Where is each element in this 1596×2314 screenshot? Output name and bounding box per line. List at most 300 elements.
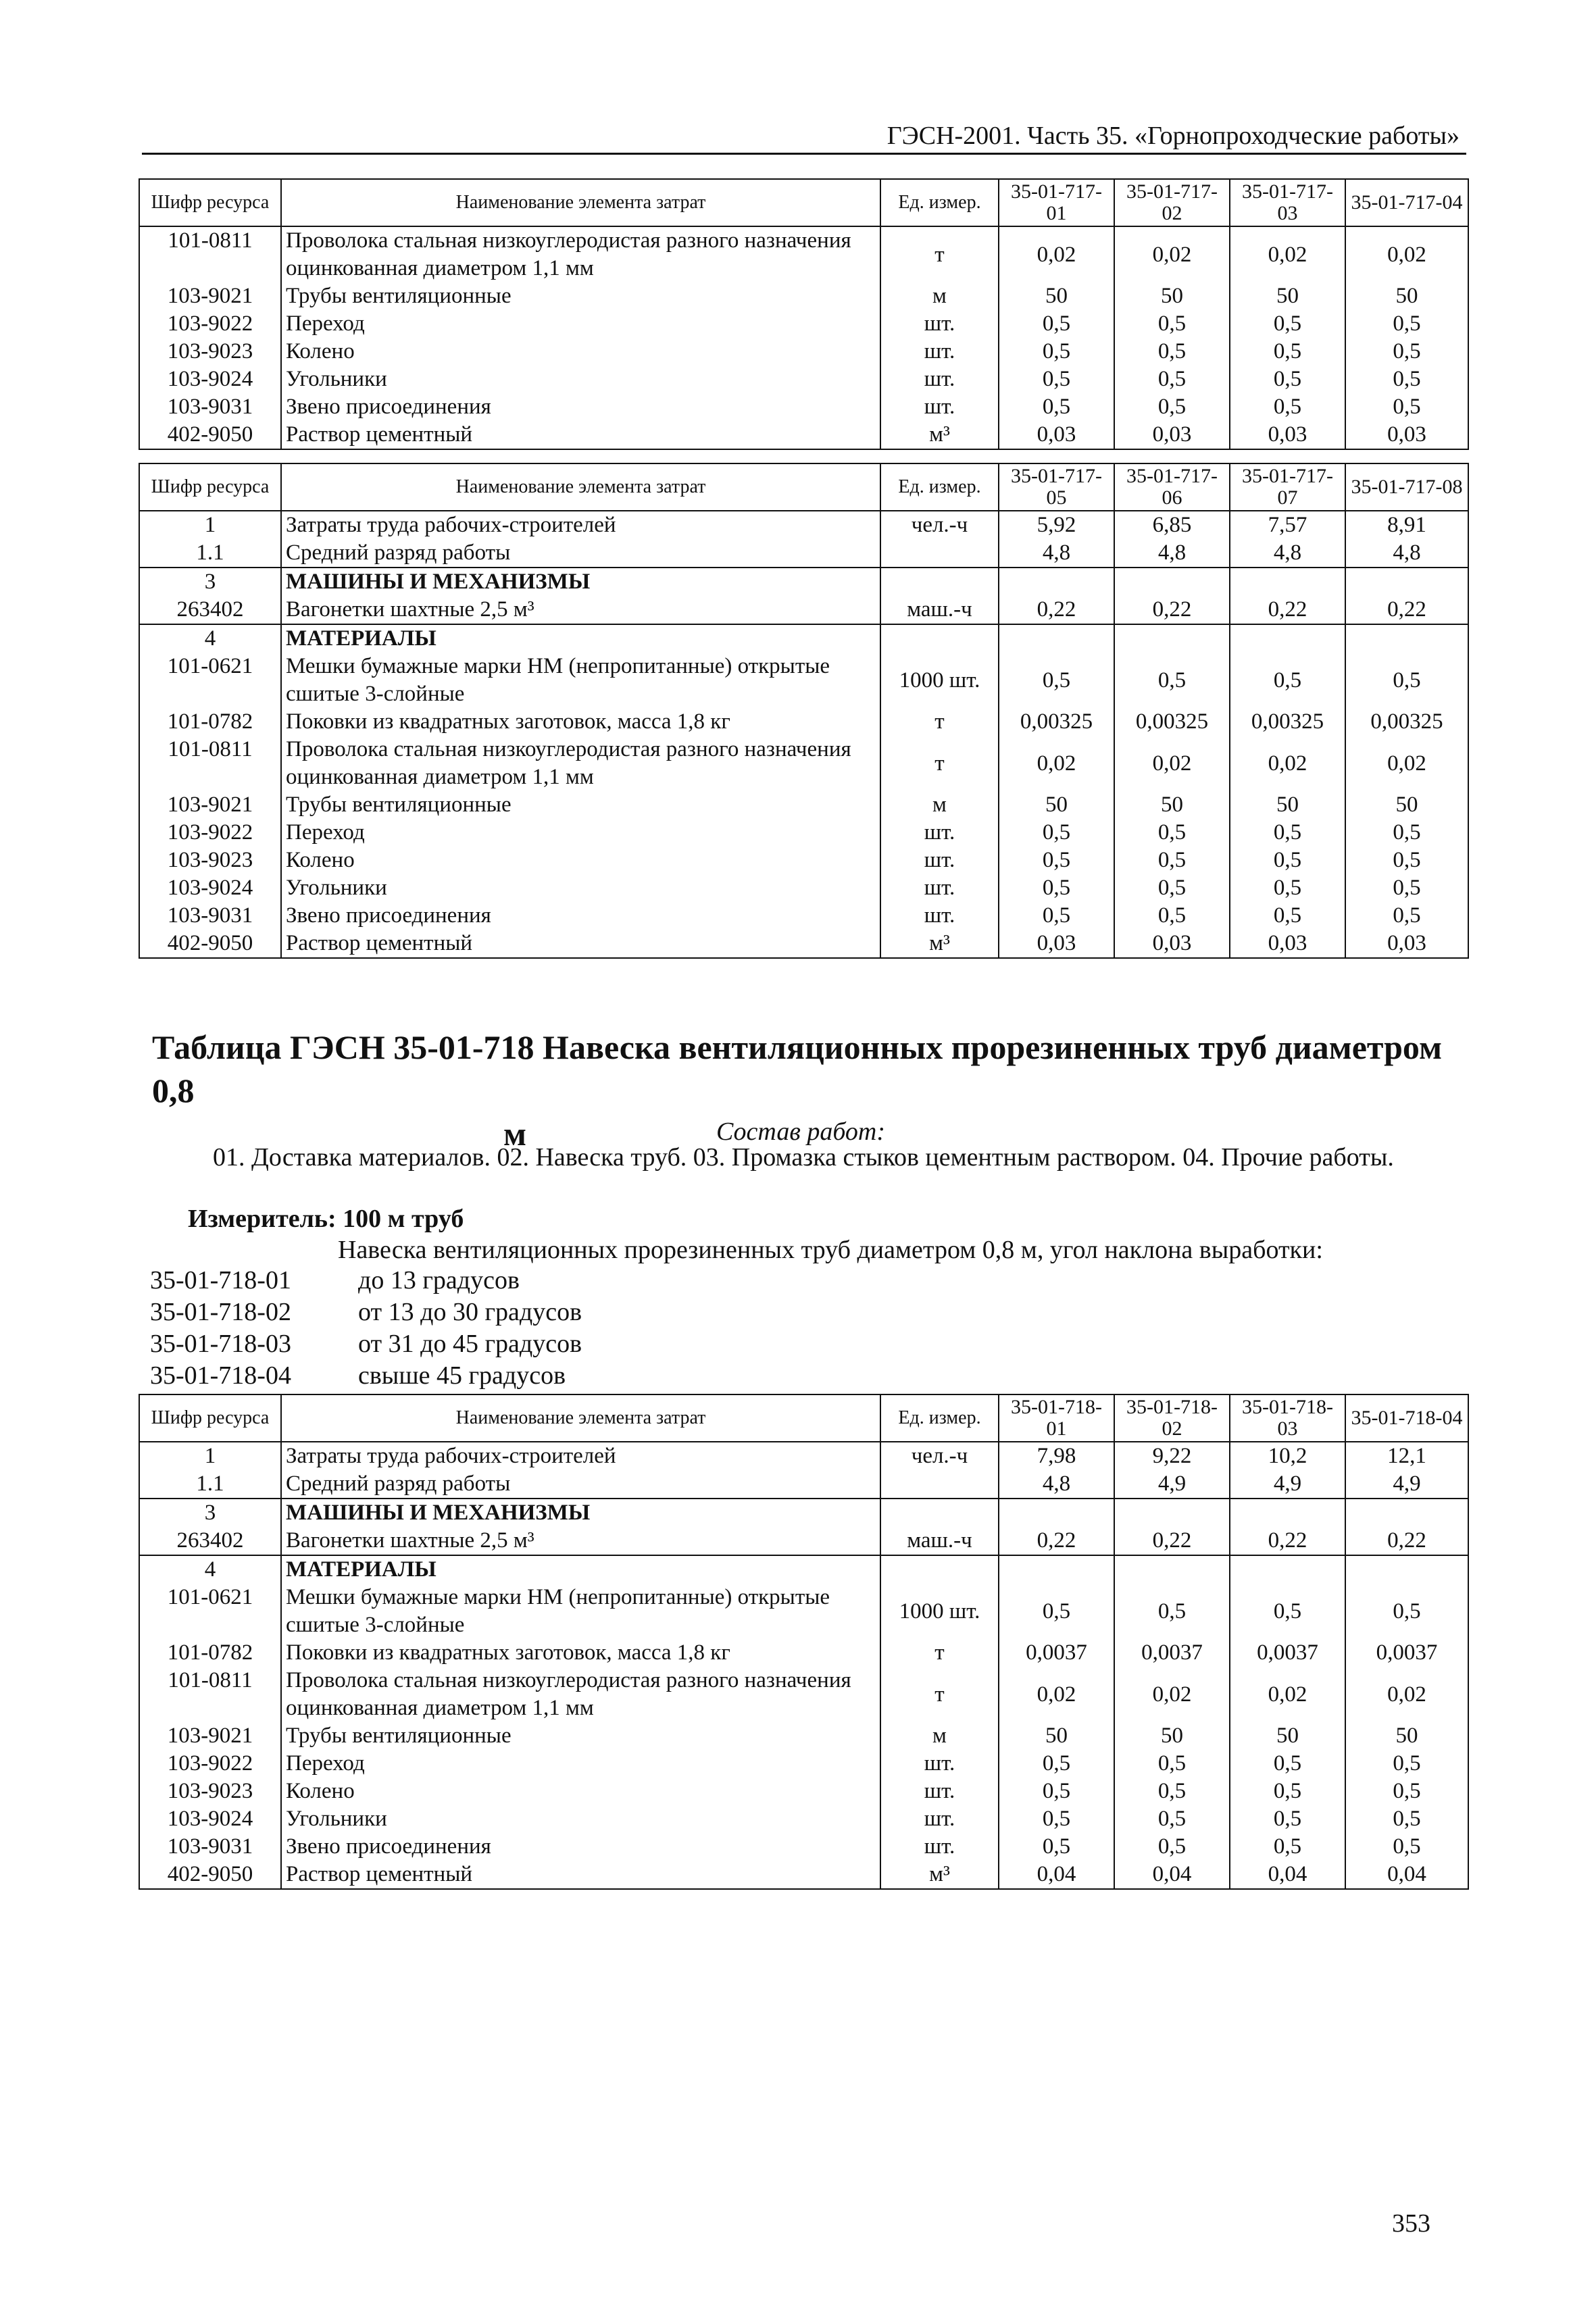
unit-cell: чел.-ч — [880, 1442, 999, 1470]
norm-value-cell: 0,02 — [1230, 736, 1345, 791]
unit-cell — [880, 1470, 999, 1499]
resource-code-cell: 402-9050 — [139, 930, 281, 958]
norm-value-cell: 0,5 — [1230, 1750, 1345, 1778]
resource-code-cell: 263402 — [139, 596, 281, 624]
resource-code-cell: 101-0811 — [139, 226, 281, 282]
table-row — [139, 282, 1468, 310]
cost-element-name-cell: Угольники — [281, 1805, 880, 1833]
norm-value-cell: 0,5 — [1230, 653, 1345, 708]
norm-value-cell: 0,5 — [1230, 366, 1345, 393]
section-row — [139, 624, 1468, 653]
cost-element-name-cell: Проволока стальная низкоуглеродистая разного назначения оцинкованная диаметром 1,1 мм — [281, 226, 880, 282]
cost-element-name-cell: МАТЕРИАЛЫ — [281, 1555, 880, 1584]
norm-value-cell: 0,0037 — [999, 1639, 1114, 1667]
unit-cell: т — [880, 708, 999, 736]
unit-cell: т — [880, 736, 999, 791]
resource-code-cell: 103-9031 — [139, 902, 281, 930]
table-row — [139, 930, 1468, 958]
norm-value-cell: 0,02 — [1230, 226, 1345, 282]
norm-value-cell: 0,03 — [1345, 930, 1468, 958]
resource-code-cell: 103-9023 — [139, 338, 281, 366]
norm-value-cell: 0,03 — [1230, 930, 1345, 958]
norm-value-cell: 0,5 — [1345, 338, 1468, 366]
cost-element-name-cell: МАТЕРИАЛЫ — [281, 624, 880, 653]
norm-value-cell — [1345, 1499, 1468, 1527]
table-row — [139, 1639, 1468, 1667]
column-header-norm: 35-01-717-06 — [1114, 463, 1230, 511]
cost-element-name-cell: Поковки из квадратных заготовок, масса 1,8 кг — [281, 708, 880, 736]
running-header: ГЭСН-2001. Часть 35. «Горнопроходческие работы» — [887, 122, 1460, 150]
column-header-norm: 35-01-718-02 — [1114, 1394, 1230, 1442]
table-row — [139, 653, 1468, 708]
norm-value-cell — [1230, 624, 1345, 653]
table-row — [139, 596, 1468, 624]
column-header-name: Наименование элемента затрат — [281, 463, 880, 511]
cost-element-name-cell: МАШИНЫ И МЕХАНИЗМЫ — [281, 568, 880, 596]
column-header-norm: 35-01-717-01 — [999, 179, 1114, 226]
resource-code-cell: 103-9031 — [139, 393, 281, 421]
norm-value-cell: 0,00325 — [999, 708, 1114, 736]
norm-variant-text: до 13 градусов — [358, 1266, 520, 1294]
resource-code-cell: 1 — [139, 511, 281, 539]
cost-element-name-cell: Переход — [281, 1750, 880, 1778]
norm-value-cell: 0,5 — [1114, 1805, 1230, 1833]
unit-cell: маш.-ч — [880, 1527, 999, 1555]
column-header-norm: 35-01-718-01 — [999, 1394, 1114, 1442]
norm-value-cell: 4,9 — [1230, 1470, 1345, 1499]
norm-value-cell: 0,5 — [1345, 874, 1468, 902]
unit-cell: 1000 шт. — [880, 1584, 999, 1639]
table-row — [139, 338, 1468, 366]
norm-value-cell: 0,03 — [1114, 930, 1230, 958]
norm-value-cell: 4,9 — [1114, 1470, 1230, 1499]
table-row — [139, 847, 1468, 874]
norm-value-cell: 50 — [1114, 1722, 1230, 1750]
norm-variant-code: 35-01-718-04 — [150, 1361, 291, 1390]
norm-value-cell: 0,5 — [1345, 902, 1468, 930]
cost-element-name-cell: Колено — [281, 1778, 880, 1805]
unit-cell: т — [880, 1667, 999, 1722]
norm-value-cell: 0,5 — [1114, 310, 1230, 338]
cost-element-name-cell: Звено присоединения — [281, 1833, 880, 1861]
norm-value-cell: 0,22 — [1345, 596, 1468, 624]
cost-element-name-cell: Средний разряд работы — [281, 1470, 880, 1499]
unit-cell: маш.-ч — [880, 596, 999, 624]
norm-value-cell: 0,5 — [999, 310, 1114, 338]
norm-value-cell — [999, 624, 1114, 653]
norm-value-cell: 10,2 — [1230, 1442, 1345, 1470]
norm-value-cell: 50 — [1230, 791, 1345, 819]
norm-value-cell: 0,00325 — [1114, 708, 1230, 736]
resource-code-cell: 1.1 — [139, 1470, 281, 1499]
norm-value-cell: 0,5 — [1345, 1778, 1468, 1805]
norm-value-cell: 0,5 — [1230, 338, 1345, 366]
norm-value-cell: 0,02 — [1345, 1667, 1468, 1722]
norm-value-cell: 0,02 — [1114, 1667, 1230, 1722]
table-row — [139, 902, 1468, 930]
unit-cell: м — [880, 1722, 999, 1750]
unit-cell: шт. — [880, 874, 999, 902]
table-row — [139, 791, 1468, 819]
norm-value-cell: 0,5 — [1345, 1750, 1468, 1778]
norm-value-cell: 50 — [1114, 282, 1230, 310]
norm-value-cell: 50 — [1114, 791, 1230, 819]
norm-value-cell: 50 — [999, 791, 1114, 819]
resource-code-cell: 103-9031 — [139, 1833, 281, 1861]
table-row — [139, 1527, 1468, 1555]
table-row — [139, 539, 1468, 568]
norm-variant-text: свыше 45 градусов — [358, 1361, 566, 1390]
page-number: 353 — [1392, 2209, 1430, 2238]
norm-variant-code: 35-01-718-02 — [150, 1298, 291, 1326]
resource-code-cell: 103-9022 — [139, 819, 281, 847]
norm-value-cell: 0,5 — [1114, 1833, 1230, 1861]
norm-value-cell: 0,5 — [1230, 393, 1345, 421]
norm-value-cell: 0,5 — [999, 847, 1114, 874]
norm-value-cell — [1230, 1555, 1345, 1584]
norm-value-cell: 0,02 — [1230, 1667, 1345, 1722]
norm-value-cell: 0,5 — [1114, 653, 1230, 708]
norm-value-cell: 5,92 — [999, 511, 1114, 539]
column-header-norm: 35-01-717-04 — [1345, 179, 1468, 226]
table-row — [139, 708, 1468, 736]
resource-table-717-05-08 — [139, 463, 1469, 959]
resource-code-cell: 103-9024 — [139, 1805, 281, 1833]
norm-value-cell: 0,5 — [1345, 1805, 1468, 1833]
works-composition-heading: Состав работ: — [716, 1117, 886, 1146]
unit-cell: шт. — [880, 1805, 999, 1833]
norm-variants-list — [150, 1265, 582, 1392]
resource-table-718 — [139, 1394, 1469, 1890]
norm-value-cell: 4,8 — [1345, 539, 1468, 568]
norm-value-cell: 0,02 — [999, 1667, 1114, 1722]
unit-cell — [880, 1499, 999, 1527]
norm-value-cell: 0,5 — [1230, 310, 1345, 338]
section-row — [139, 1555, 1468, 1584]
norm-value-cell: 50 — [1345, 791, 1468, 819]
column-header-norm: 35-01-717-05 — [999, 463, 1114, 511]
norm-value-cell: 0,5 — [999, 819, 1114, 847]
norm-variant — [150, 1265, 582, 1297]
norm-value-cell: 0,5 — [1230, 1805, 1345, 1833]
norm-value-cell — [1114, 1555, 1230, 1584]
cost-element-name-cell: Звено присоединения — [281, 393, 880, 421]
resource-code-cell: 4 — [139, 1555, 281, 1584]
cost-element-name-cell: Угольники — [281, 874, 880, 902]
norm-value-cell: 0,02 — [1114, 736, 1230, 791]
cost-element-name-cell: Угольники — [281, 366, 880, 393]
unit-cell: шт. — [880, 310, 999, 338]
norm-value-cell: 0,03 — [999, 421, 1114, 449]
norm-variant — [150, 1360, 582, 1392]
norm-value-cell: 6,85 — [1114, 511, 1230, 539]
norm-value-cell: 0,5 — [999, 1750, 1114, 1778]
norm-value-cell: 0,5 — [1114, 819, 1230, 847]
norm-value-cell: 0,5 — [999, 874, 1114, 902]
norm-value-cell: 0,04 — [999, 1861, 1114, 1889]
column-header-norm: 35-01-717-07 — [1230, 463, 1345, 511]
norm-value-cell: 0,5 — [999, 338, 1114, 366]
norm-value-cell: 0,5 — [1345, 1584, 1468, 1639]
norm-value-cell: 0,5 — [1114, 1750, 1230, 1778]
unit-cell: шт. — [880, 1778, 999, 1805]
cost-element-name-cell: МАШИНЫ И МЕХАНИЗМЫ — [281, 1499, 880, 1527]
norm-value-cell: 0,5 — [1230, 1833, 1345, 1861]
resource-code-cell: 103-9023 — [139, 847, 281, 874]
norm-value-cell: 0,5 — [1345, 366, 1468, 393]
unit-cell — [880, 568, 999, 596]
unit-cell: шт. — [880, 366, 999, 393]
norm-value-cell: 0,22 — [999, 1527, 1114, 1555]
column-header-unit: Ед. измер. — [880, 1394, 999, 1442]
norm-value-cell: 0,03 — [1230, 421, 1345, 449]
table-row — [139, 1805, 1468, 1833]
resource-code-cell: 4 — [139, 624, 281, 653]
norm-value-cell: 0,5 — [1345, 393, 1468, 421]
resource-code-cell: 101-0782 — [139, 708, 281, 736]
norm-value-cell: 4,8 — [1230, 539, 1345, 568]
cost-element-name-cell: Трубы вентиляционные — [281, 1722, 880, 1750]
table-row — [139, 1584, 1468, 1639]
norm-value-cell: 0,5 — [1230, 874, 1345, 902]
unit-cell — [880, 624, 999, 653]
meter-line: Измеритель: 100 м труб — [188, 1205, 464, 1233]
norm-value-cell: 0,5 — [999, 902, 1114, 930]
norm-value-cell: 0,00325 — [1345, 708, 1468, 736]
cost-element-name-cell: Поковки из квадратных заготовок, масса 1,8 кг — [281, 1639, 880, 1667]
norm-value-cell — [999, 568, 1114, 596]
norm-value-cell — [1114, 624, 1230, 653]
column-header-unit: Ед. измер. — [880, 463, 999, 511]
resource-code-cell: 1 — [139, 1442, 281, 1470]
column-header-norm: 35-01-717-03 — [1230, 179, 1345, 226]
resource-code-cell: 103-9024 — [139, 874, 281, 902]
column-header-norm: 35-01-718-04 — [1345, 1394, 1468, 1442]
cost-element-name-cell: Колено — [281, 338, 880, 366]
norm-value-cell: 0,5 — [1230, 902, 1345, 930]
table-row — [139, 421, 1468, 449]
norm-value-cell — [1114, 568, 1230, 596]
norm-value-cell — [999, 1499, 1114, 1527]
cost-element-name-cell: Затраты труда рабочих-строителей — [281, 511, 880, 539]
norm-value-cell: 0,22 — [1114, 596, 1230, 624]
norm-value-cell: 0,22 — [1345, 1527, 1468, 1555]
unit-cell: м³ — [880, 930, 999, 958]
norm-value-cell: 8,91 — [1345, 511, 1468, 539]
unit-cell: т — [880, 1639, 999, 1667]
unit-cell: м — [880, 791, 999, 819]
norm-value-cell: 0,5 — [1230, 819, 1345, 847]
table-row — [139, 393, 1468, 421]
column-header-norm: 35-01-718-03 — [1230, 1394, 1345, 1442]
norm-value-cell: 12,1 — [1345, 1442, 1468, 1470]
norm-value-cell: 4,8 — [1114, 539, 1230, 568]
norm-value-cell: 0,5 — [1114, 393, 1230, 421]
resource-code-cell: 101-0621 — [139, 1584, 281, 1639]
cost-element-name-cell: Средний разряд работы — [281, 539, 880, 568]
resource-code-cell: 101-0621 — [139, 653, 281, 708]
norm-value-cell: 0,5 — [999, 653, 1114, 708]
resource-code-cell: 103-9022 — [139, 1750, 281, 1778]
table-title-line2: м — [503, 1115, 527, 1153]
unit-cell: шт. — [880, 902, 999, 930]
table-row — [139, 1750, 1468, 1778]
norm-value-cell: 0,02 — [999, 736, 1114, 791]
unit-cell: шт. — [880, 1750, 999, 1778]
column-header-norm: 35-01-717-02 — [1114, 179, 1230, 226]
cost-element-name-cell: Проволока стальная низкоуглеродистая разного назначения оцинкованная диаметром 1,1 мм — [281, 736, 880, 791]
norm-value-cell — [999, 1555, 1114, 1584]
cost-element-name-cell: Звено присоединения — [281, 902, 880, 930]
resource-code-cell: 103-9023 — [139, 1778, 281, 1805]
cost-element-name-cell: Мешки бумажные марки НМ (непропитанные) открытые сшитые 3-слойные — [281, 1584, 880, 1639]
norm-value-cell: 0,5 — [1114, 1778, 1230, 1805]
table-row — [139, 819, 1468, 847]
norm-value-cell: 50 — [1230, 1722, 1345, 1750]
norm-value-cell: 0,03 — [999, 930, 1114, 958]
cost-element-name-cell: Проволока стальная низкоуглеродистая разного назначения оцинкованная диаметром 1,1 мм — [281, 1667, 880, 1722]
unit-cell: шт. — [880, 819, 999, 847]
table-row — [139, 511, 1468, 539]
norm-value-cell: 0,5 — [999, 393, 1114, 421]
norm-value-cell: 0,5 — [1114, 847, 1230, 874]
norm-value-cell: 0,03 — [1114, 421, 1230, 449]
resource-code-cell: 103-9021 — [139, 1722, 281, 1750]
resource-code-cell: 103-9024 — [139, 366, 281, 393]
resource-table-717-01-04 — [139, 178, 1469, 450]
unit-cell: шт. — [880, 1833, 999, 1861]
norm-value-cell: 0,5 — [999, 1805, 1114, 1833]
resource-code-cell: 103-9021 — [139, 791, 281, 819]
norm-value-cell: 0,5 — [1345, 653, 1468, 708]
norm-value-cell — [1345, 568, 1468, 596]
resource-code-cell: 101-0782 — [139, 1639, 281, 1667]
norm-value-cell: 0,5 — [1114, 1584, 1230, 1639]
cost-element-name-cell: Трубы вентиляционные — [281, 791, 880, 819]
norm-variant-text: от 13 до 30 градусов — [358, 1298, 582, 1326]
norm-value-cell: 0,22 — [1114, 1527, 1230, 1555]
cost-element-name-cell: Колено — [281, 847, 880, 874]
cost-element-name-cell: Затраты труда рабочих-строителей — [281, 1442, 880, 1470]
unit-cell: 1000 шт. — [880, 653, 999, 708]
table-row — [139, 1667, 1468, 1722]
norm-variant-text: от 31 до 45 градусов — [358, 1330, 582, 1358]
cost-element-name-cell: Раствор цементный — [281, 930, 880, 958]
header-rule — [142, 153, 1466, 155]
table-row — [139, 1778, 1468, 1805]
norm-value-cell: 0,00325 — [1230, 708, 1345, 736]
norm-value-cell: 0,5 — [999, 366, 1114, 393]
norm-value-cell: 0,5 — [1230, 1584, 1345, 1639]
column-header-name: Наименование элемента затрат — [281, 179, 880, 226]
unit-cell: шт. — [880, 393, 999, 421]
resource-code-cell: 101-0811 — [139, 736, 281, 791]
column-header-unit: Ед. измер. — [880, 179, 999, 226]
table-row — [139, 874, 1468, 902]
column-header-code: Шифр ресурса — [139, 1394, 281, 1442]
norm-value-cell: 9,22 — [1114, 1442, 1230, 1470]
table-header-row — [139, 179, 1468, 226]
norm-value-cell: 0,0037 — [1345, 1639, 1468, 1667]
cost-element-name-cell: Переход — [281, 310, 880, 338]
resource-code-cell: 3 — [139, 568, 281, 596]
norm-value-cell: 0,5 — [1114, 874, 1230, 902]
unit-cell: т — [880, 226, 999, 282]
norm-value-cell: 0,5 — [999, 1584, 1114, 1639]
section-row — [139, 568, 1468, 596]
norm-value-cell: 0,5 — [1345, 310, 1468, 338]
norm-value-cell: 0,02 — [1345, 736, 1468, 791]
norm-value-cell: 0,02 — [999, 226, 1114, 282]
norm-value-cell: 0,04 — [1230, 1861, 1345, 1889]
cost-element-name-cell: Мешки бумажные марки НМ (непропитанные) открытые сшитые 3-слойные — [281, 653, 880, 708]
resource-code-cell: 1.1 — [139, 539, 281, 568]
table-title-line1: Таблица ГЭСН 35-01-718 Навеска вентиляционных прорезиненных труб диаметром 0,8 — [152, 1028, 1443, 1109]
unit-cell: м³ — [880, 421, 999, 449]
table-row — [139, 226, 1468, 282]
norm-variant-code: 35-01-718-01 — [150, 1266, 291, 1294]
cost-element-name-cell: Раствор цементный — [281, 1861, 880, 1889]
norm-value-cell: 4,8 — [999, 539, 1114, 568]
table-row — [139, 1833, 1468, 1861]
norm-value-cell: 0,5 — [999, 1778, 1114, 1805]
norm-value-cell: 7,57 — [1230, 511, 1345, 539]
column-header-norm: 35-01-717-08 — [1345, 463, 1468, 511]
table-row — [139, 1861, 1468, 1889]
norm-value-cell: 50 — [999, 282, 1114, 310]
unit-cell: шт. — [880, 847, 999, 874]
norm-value-cell — [1230, 1499, 1345, 1527]
unit-cell: шт. — [880, 338, 999, 366]
section-row — [139, 1499, 1468, 1527]
resource-code-cell: 3 — [139, 1499, 281, 1527]
norm-value-cell: 0,5 — [1230, 847, 1345, 874]
unit-cell: чел.-ч — [880, 511, 999, 539]
norm-value-cell: 0,22 — [999, 596, 1114, 624]
norm-value-cell: 0,5 — [1345, 819, 1468, 847]
norm-value-cell: 0,02 — [1114, 226, 1230, 282]
table-row — [139, 366, 1468, 393]
cost-element-name-cell: Трубы вентиляционные — [281, 282, 880, 310]
works-composition-text: 01. Доставка материалов. 02. Навеска труб. 03. Промазка стыков цементным раствором. 04. Прочие работы. — [213, 1143, 1394, 1172]
norm-value-cell: 0,0037 — [1114, 1639, 1230, 1667]
norm-value-cell: 0,5 — [1114, 366, 1230, 393]
norm-value-cell — [1345, 624, 1468, 653]
resource-code-cell: 103-9022 — [139, 310, 281, 338]
resource-code-cell: 402-9050 — [139, 1861, 281, 1889]
norm-value-cell: 0,22 — [1230, 1527, 1345, 1555]
norm-value-cell: 0,5 — [1114, 338, 1230, 366]
table-row — [139, 1722, 1468, 1750]
unit-cell: м³ — [880, 1861, 999, 1889]
norm-value-cell: 50 — [999, 1722, 1114, 1750]
table-row — [139, 736, 1468, 791]
norm-value-cell — [1230, 568, 1345, 596]
norm-value-cell: 0,5 — [1230, 1778, 1345, 1805]
norm-value-cell — [1114, 1499, 1230, 1527]
cost-element-name-cell: Вагонетки шахтные 2,5 м³ — [281, 1527, 880, 1555]
column-header-code: Шифр ресурса — [139, 179, 281, 226]
norm-value-cell: 0,5 — [1345, 847, 1468, 874]
norm-value-cell: 0,0037 — [1230, 1639, 1345, 1667]
cost-element-name-cell: Раствор цементный — [281, 421, 880, 449]
norm-value-cell: 0,5 — [1345, 1833, 1468, 1861]
norm-value-cell: 50 — [1345, 1722, 1468, 1750]
norm-variant-code: 35-01-718-03 — [150, 1330, 291, 1358]
table-header-row — [139, 1394, 1468, 1442]
resource-code-cell: 263402 — [139, 1527, 281, 1555]
norm-value-cell: 4,9 — [1345, 1470, 1468, 1499]
